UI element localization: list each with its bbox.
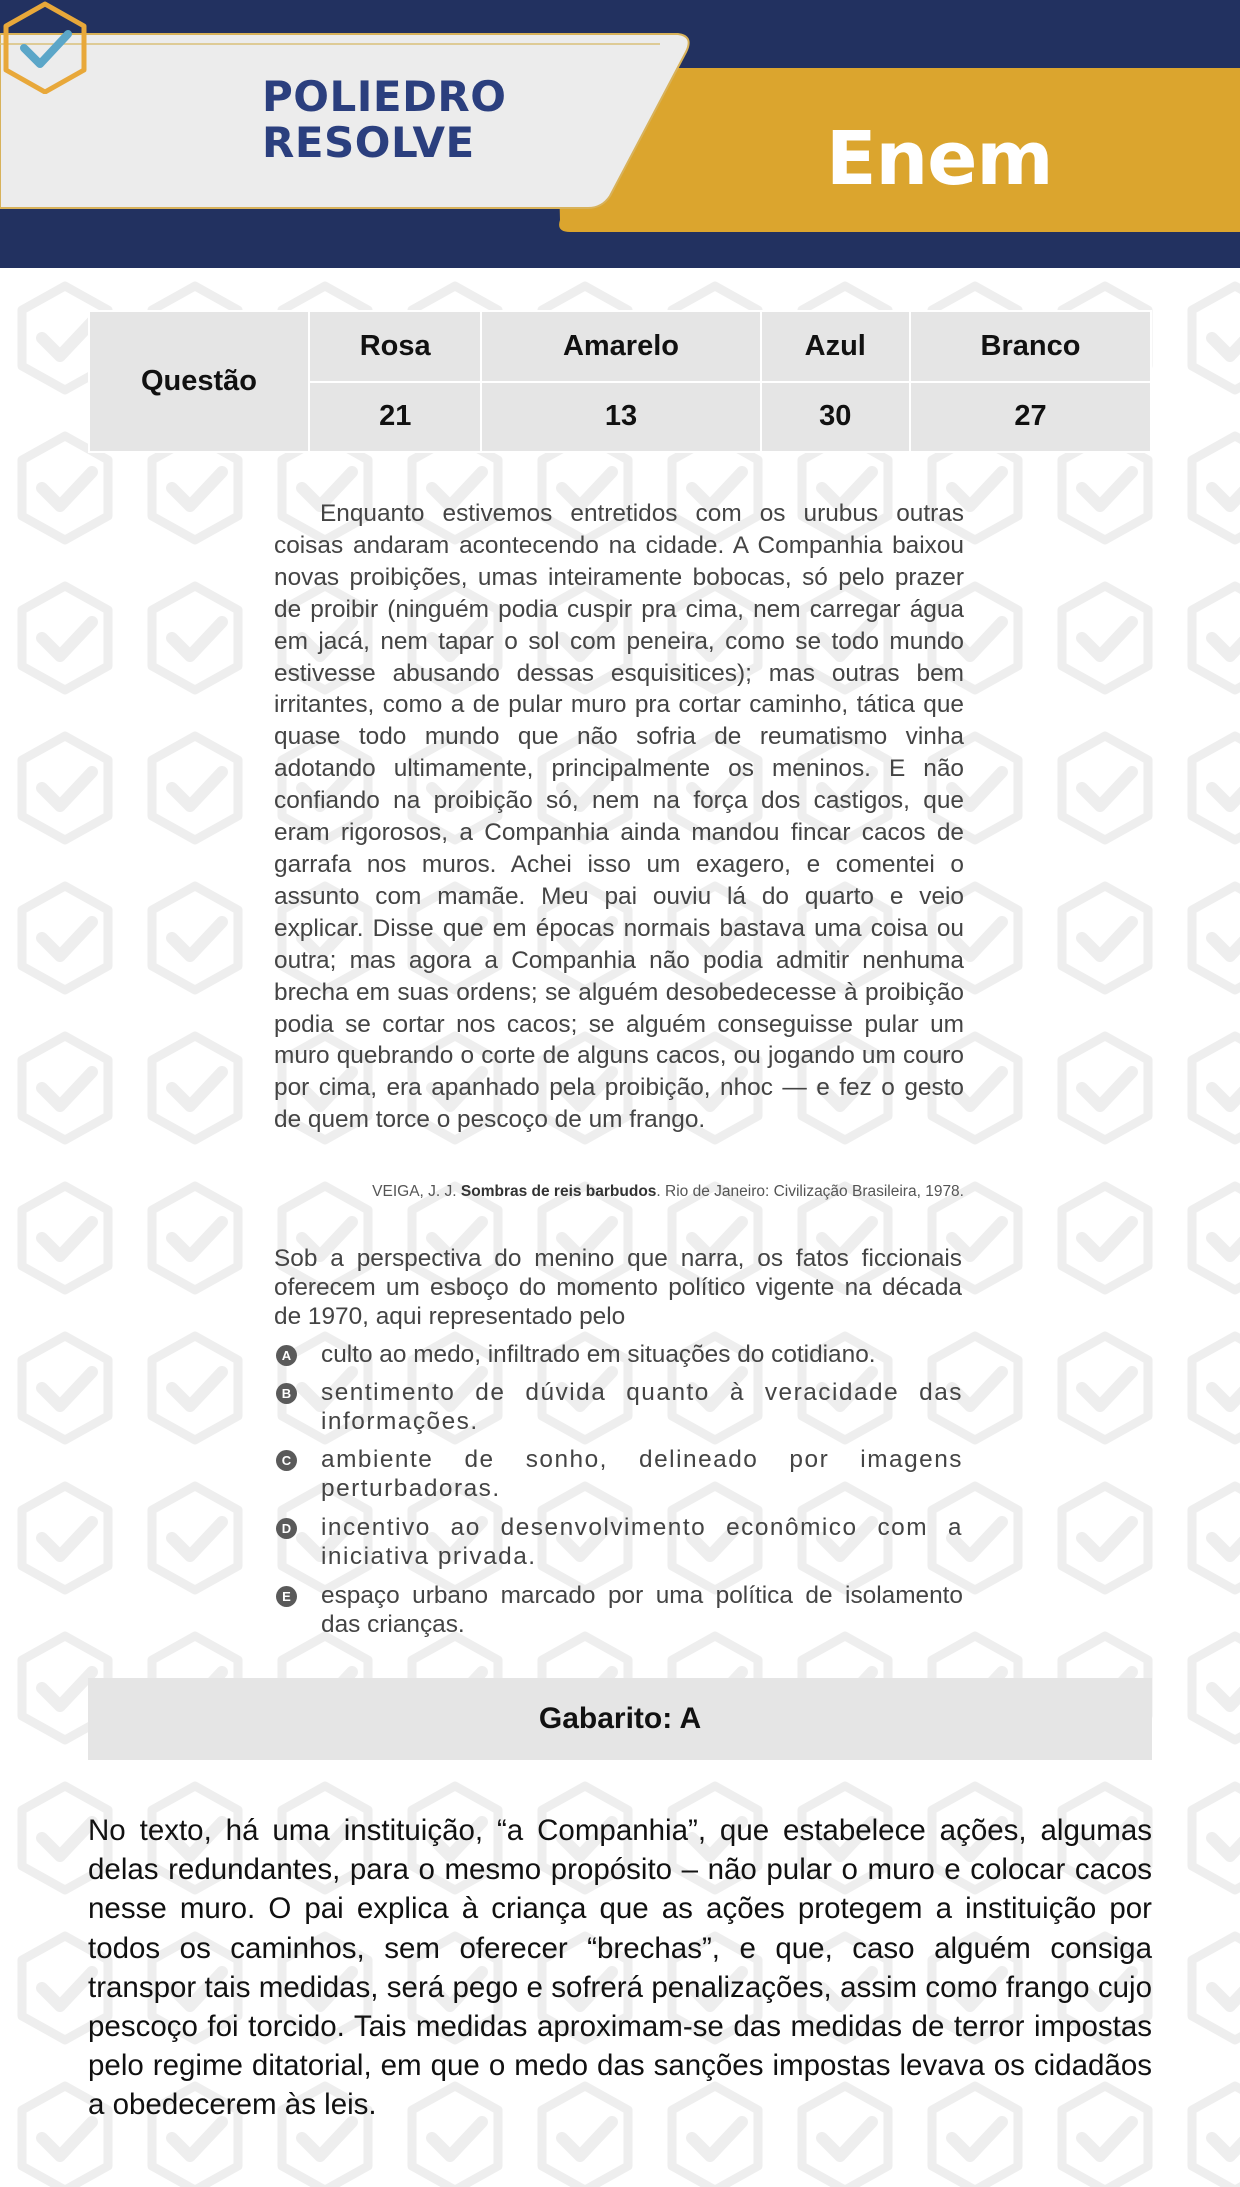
option-letter-badge: C bbox=[276, 1450, 297, 1471]
option-text: sentimento de dúvida quanto à veracidade das informações. bbox=[321, 1379, 963, 1435]
brand-line-2: RESOLVE bbox=[262, 118, 475, 167]
color-header-amarelo: Amarelo bbox=[481, 311, 760, 382]
passage-citation bbox=[274, 1183, 964, 1201]
checkmark-hexagon-logo-icon bbox=[0, 0, 90, 94]
question-label: Questão bbox=[89, 311, 309, 452]
option-text: incentivo ao desenvolvimento econômico com a iniciativa privada. bbox=[321, 1514, 963, 1570]
option-letter-badge: D bbox=[276, 1518, 297, 1539]
question-number-table bbox=[88, 310, 1152, 453]
question-number-rosa: 21 bbox=[309, 382, 481, 453]
option-letter-badge: A bbox=[276, 1345, 297, 1366]
option-text: espaço urbano marcado por uma política de isolamento das crianças. bbox=[321, 1582, 963, 1638]
citation-author: VEIGA, J. J. bbox=[372, 1183, 457, 1200]
color-header-rosa: Rosa bbox=[309, 311, 481, 382]
header-shapes bbox=[0, 0, 1240, 268]
brand-logo-text bbox=[262, 74, 506, 166]
question-number-amarelo: 13 bbox=[481, 382, 760, 453]
question-number-azul: 30 bbox=[761, 382, 910, 453]
color-header-azul: Azul bbox=[761, 311, 910, 382]
citation-title: Sombras de reis barbudos bbox=[460, 1183, 657, 1200]
header-banner bbox=[0, 0, 1240, 268]
option-letter-badge: B bbox=[276, 1383, 297, 1404]
answer-key-bar: Gabarito: A bbox=[88, 1678, 1152, 1760]
question-number-branco: 27 bbox=[910, 382, 1151, 453]
brand-line-1: POLIEDRO bbox=[262, 72, 507, 121]
citation-publisher: . Rio de Janeiro: Civilização Brasileira, 1978. bbox=[656, 1183, 964, 1200]
option-letter-badge: E bbox=[276, 1586, 297, 1607]
passage-text: Enquanto estivemos entretidos com os urubus outras coisas andaram acontecendo na cidade. A Companhia baixou novas proibições, umas inteiramente bobocas, só pelo prazer de proibir (ninguém podia cuspir pra cima, nem carregar água em jacá, nem tapar o sol com peneira, como se todo mundo estivesse abusando dessas esquisitices); mas outras bem irritantes, como a de pular muro pra cortar caminho, tática que quase todo mundo que não sofria de reumatismo vinha adotando ultimamente, principalmente os meninos. E não confiando na proibição só, nem na força dos castigos, que eram rigorosos, a Companhia ainda mandou fincar cacos de garrafa nos muros. Achei isso um exagero, e comentei o assunto com mamãe. Meu pai ouviu lá do quarto e veio explicar. Disse que em épocas normais bastava uma coisa ou outra; mas agora a Companhia não podia admitir nenhuma brecha em suas ordens; se alguém desobedecesse à proibição podia se cortar nos cacos; se alguém conseguisse pular um muro quebrando o corte de alguns cacos, ou jogando um couro por cima, era apanhado pela proibição, nhoc — e fez o gesto de quem torce o pescoço de um frango. bbox=[274, 500, 964, 1134]
question-stem: Sob a perspectiva do menino que narra, os fatos ficcionais oferecem um esboço do momento político vigente na década de 1970, aqui representado pelo bbox=[274, 1245, 962, 1330]
option-text: ambiente de sonho, delineado por imagens perturbadoras. bbox=[321, 1446, 963, 1502]
reading-passage bbox=[274, 498, 964, 1136]
color-header-branco: Branco bbox=[910, 311, 1151, 382]
option-text: culto ao medo, infiltrado em situações do cotidiano. bbox=[321, 1341, 876, 1368]
explanation-text: No texto, há uma instituição, “a Companhia”, que estabelece ações, algumas delas redundantes, para o mesmo propósito – não pular o muro e colocar cacos nesse muro. O pai explica à criança que as ações protegem a instituição por todos os caminhos, sem oferecer “brechas”, e que, caso alguém consiga transpor tais medidas, será pego e sofrerá penalizações, assim como frango cujo pescoço foi torcido. Tais medidas aproximam-se das medidas de terror impostas pelo regime ditatorial, em que o medo das sanções impostas levava os cidadãos a obedecerem às leis. bbox=[88, 1814, 1152, 2122]
exam-title: Enem bbox=[826, 116, 1053, 202]
